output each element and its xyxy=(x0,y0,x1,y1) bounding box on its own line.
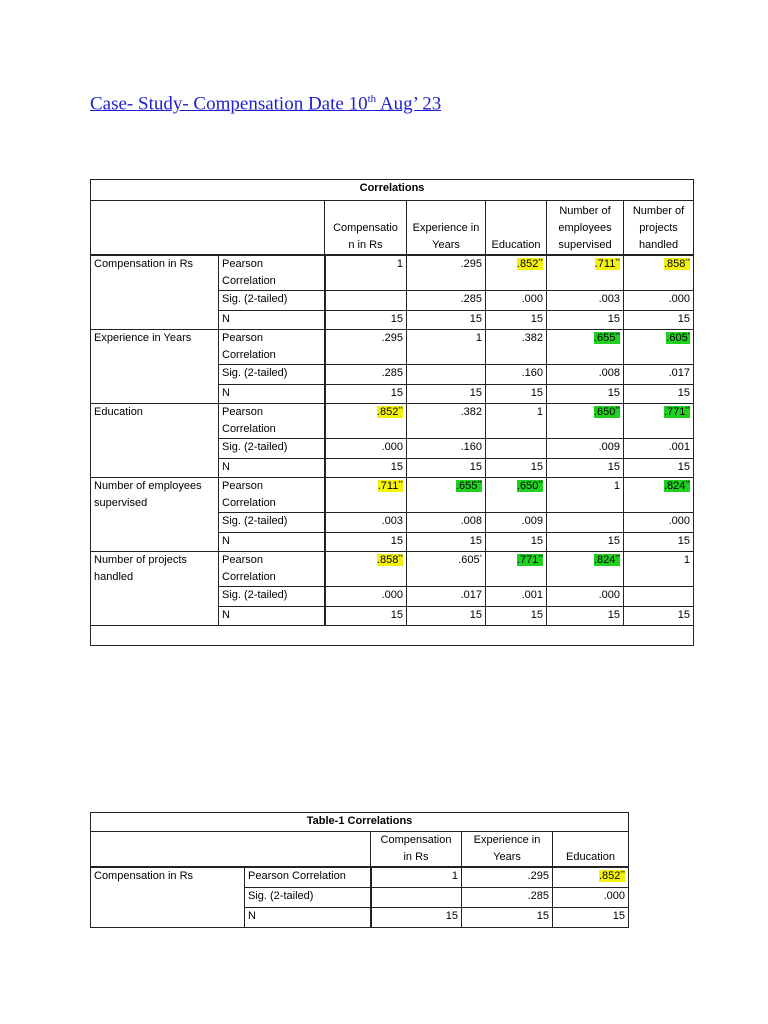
significance-marker: ** xyxy=(398,481,403,487)
cell-value xyxy=(614,480,620,492)
value-text: .650 xyxy=(593,406,616,418)
cell-value xyxy=(528,870,549,882)
text-line: Number of xyxy=(559,205,611,217)
stat-label-n: N xyxy=(219,459,325,478)
cell-value xyxy=(522,332,543,344)
variable-name: Compensation in Rs xyxy=(91,867,245,928)
text-line: Pearson xyxy=(222,332,263,344)
stat-label-sig: Sig. (2-tailed) xyxy=(219,291,325,311)
n-cell: 15 xyxy=(325,311,407,330)
pearson-cell xyxy=(624,255,694,291)
column-header xyxy=(624,201,694,256)
stat-label: Sig. (2-tailed) xyxy=(245,888,371,908)
text-line: Pearson xyxy=(222,480,263,492)
pearson-cell xyxy=(325,478,407,513)
value-text: 1 xyxy=(536,406,543,418)
text-line: Number of xyxy=(632,205,685,217)
sig-cell: .017 xyxy=(407,587,486,607)
sig-cell: .285 xyxy=(325,365,407,385)
cell-value xyxy=(397,258,403,270)
table1-correlations xyxy=(90,812,629,928)
sig-cell: .003 xyxy=(547,291,624,311)
value-cell xyxy=(462,888,553,908)
text-line: Correlation xyxy=(222,497,276,509)
pearson-cell xyxy=(407,330,486,365)
sig-cell: .008 xyxy=(547,365,624,385)
value-text: .295 xyxy=(527,870,549,882)
table-footer xyxy=(91,626,694,646)
variable-name xyxy=(91,478,219,552)
significance-marker: ** xyxy=(477,481,482,487)
n-cell: 15 xyxy=(624,607,694,626)
cell-value xyxy=(517,554,543,566)
n-cell: 15 xyxy=(547,607,624,626)
value-cell xyxy=(553,908,629,928)
value-text: 15 xyxy=(612,910,626,922)
text-line: Compensation in Rs xyxy=(94,258,194,270)
significance-marker: ** xyxy=(615,259,620,265)
title-superscript: th xyxy=(367,93,377,105)
n-cell: 15 xyxy=(325,459,407,478)
text-line: employees xyxy=(558,222,612,234)
table-caption: Table-1 Correlations xyxy=(91,813,629,832)
cell-value xyxy=(461,258,482,270)
value-cell xyxy=(553,888,629,908)
significance-marker: * xyxy=(687,333,691,339)
column-header xyxy=(486,201,547,256)
text-line: Experience in xyxy=(412,222,480,234)
pearson-cell xyxy=(624,404,694,439)
n-cell: 15 xyxy=(407,533,486,552)
significance-marker: ** xyxy=(398,555,403,561)
pearson-cell xyxy=(325,330,407,365)
sig-cell: .001 xyxy=(624,439,694,459)
n-cell: 15 xyxy=(624,533,694,552)
cell-value xyxy=(461,406,482,418)
significance-marker: ** xyxy=(538,555,543,561)
stat-label-pearson xyxy=(219,330,325,365)
cell-value xyxy=(537,910,549,922)
significance-marker: ** xyxy=(538,481,543,487)
n-cell: 15 xyxy=(547,459,624,478)
pearson-cell xyxy=(407,478,486,513)
text-line: Compensation xyxy=(380,834,452,846)
sig-cell: .285 xyxy=(407,291,486,311)
text-line: Education xyxy=(491,239,541,251)
sig-cell xyxy=(624,587,694,607)
stat-label-n: N xyxy=(219,311,325,330)
text-line: Experience in Years xyxy=(94,332,192,344)
table-caption: Correlations xyxy=(91,180,694,201)
stat-label-sig: Sig. (2-tailed) xyxy=(219,587,325,607)
cell-value xyxy=(684,554,690,566)
value-text: .605 xyxy=(666,332,688,344)
value-text: 15 xyxy=(445,910,458,922)
n-cell: 15 xyxy=(325,385,407,404)
n-cell: 15 xyxy=(407,459,486,478)
sig-cell: .009 xyxy=(486,513,547,533)
value-text: 1 xyxy=(451,870,458,882)
column-header xyxy=(325,201,407,256)
stat-label-pearson xyxy=(219,404,325,439)
sig-cell: .000 xyxy=(325,439,407,459)
pearson-cell xyxy=(547,404,624,439)
value-cell xyxy=(553,867,629,888)
sig-cell: .000 xyxy=(624,513,694,533)
cell-value xyxy=(613,910,625,922)
pearson-cell xyxy=(325,404,407,439)
value-text: .858 xyxy=(663,258,686,270)
text-line: n in Rs xyxy=(348,239,383,251)
value-text: 1 xyxy=(683,554,691,566)
sig-cell: .001 xyxy=(486,587,547,607)
pearson-cell xyxy=(624,330,694,365)
text-line: Years xyxy=(432,239,460,251)
pearson-cell xyxy=(547,330,624,365)
text-line: Correlation xyxy=(222,423,276,435)
significance-marker: ** xyxy=(398,407,403,413)
column-header xyxy=(407,201,486,256)
text-line: Pearson xyxy=(222,406,263,418)
text-line: projects xyxy=(639,222,678,234)
header-corner xyxy=(91,201,325,256)
n-cell: 15 xyxy=(407,607,486,626)
n-cell: 15 xyxy=(407,311,486,330)
variable-name xyxy=(91,404,219,478)
stat-label-pearson xyxy=(219,478,325,513)
sig-cell: .003 xyxy=(325,513,407,533)
stat-label-pearson xyxy=(219,255,325,291)
sig-cell: .000 xyxy=(624,291,694,311)
stat-label-pearson xyxy=(219,552,325,587)
cell-value xyxy=(664,480,690,492)
significance-marker: ** xyxy=(615,407,620,413)
value-text: .382 xyxy=(521,332,543,344)
cell-value xyxy=(378,480,403,492)
text-line: handled xyxy=(94,571,134,583)
cell-value xyxy=(517,258,543,270)
value-text: .824 xyxy=(593,554,616,566)
text-line: Years xyxy=(493,851,521,863)
text-line: Compensatio xyxy=(333,222,398,234)
n-cell: 15 xyxy=(624,311,694,330)
sig-cell: .000 xyxy=(486,291,547,311)
value-cell xyxy=(371,888,462,908)
pearson-cell xyxy=(407,255,486,291)
value-text: .771 xyxy=(516,554,539,566)
value-text: .711 xyxy=(377,480,399,492)
pearson-cell xyxy=(547,478,624,513)
pearson-cell xyxy=(486,478,547,513)
value-text: 1 xyxy=(396,258,403,270)
pearson-cell xyxy=(325,255,407,291)
value-text: .711 xyxy=(594,258,616,270)
text-line: Number of projects xyxy=(94,554,187,566)
cell-value xyxy=(528,890,549,902)
sig-cell: .160 xyxy=(407,439,486,459)
n-cell: 15 xyxy=(624,385,694,404)
value-cell xyxy=(371,867,462,888)
text-line: supervised xyxy=(558,239,612,251)
significance-marker: ** xyxy=(685,259,691,265)
n-cell: 15 xyxy=(407,385,486,404)
value-text: .382 xyxy=(460,406,482,418)
cell-value xyxy=(476,332,482,344)
value-text: .000 xyxy=(603,890,626,902)
value-text: .295 xyxy=(460,258,482,270)
cell-value xyxy=(594,554,620,566)
text-line: Correlation xyxy=(222,275,276,287)
n-cell: 15 xyxy=(486,459,547,478)
value-text: 15 xyxy=(536,910,549,922)
value-text: .852 xyxy=(516,258,539,270)
n-cell: 15 xyxy=(486,311,547,330)
cell-value xyxy=(664,258,690,270)
cell-value xyxy=(664,406,690,418)
value-text: .824 xyxy=(663,480,686,492)
pearson-cell xyxy=(407,552,486,587)
n-cell: 15 xyxy=(547,533,624,552)
pearson-cell xyxy=(407,404,486,439)
text-line: supervised xyxy=(94,497,148,509)
text-line: Education xyxy=(566,851,615,863)
value-text: .852 xyxy=(376,406,399,418)
pearson-cell xyxy=(486,404,547,439)
pearson-cell xyxy=(486,255,547,291)
n-cell: 15 xyxy=(547,311,624,330)
pearson-cell xyxy=(624,478,694,513)
stat-label-sig: Sig. (2-tailed) xyxy=(219,439,325,459)
text-line: Pearson xyxy=(222,554,263,566)
n-cell: 15 xyxy=(325,533,407,552)
n-cell: 15 xyxy=(547,385,624,404)
text-line: Pearson xyxy=(222,258,263,270)
correlations-table xyxy=(90,179,694,646)
stat-label-sig: Sig. (2-tailed) xyxy=(219,513,325,533)
document-title xyxy=(90,93,441,115)
cell-value xyxy=(594,332,620,344)
sig-cell: .160 xyxy=(486,365,547,385)
pearson-cell xyxy=(486,552,547,587)
significance-marker: ** xyxy=(615,555,620,561)
text-line: handled xyxy=(638,239,679,251)
variable-name xyxy=(91,255,219,330)
stat-label-sig: Sig. (2-tailed) xyxy=(219,365,325,385)
pearson-cell xyxy=(486,330,547,365)
n-cell: 15 xyxy=(486,385,547,404)
value-text: .771 xyxy=(663,406,686,418)
sig-cell: .000 xyxy=(325,587,407,607)
sig-cell xyxy=(407,365,486,385)
value-cell xyxy=(462,867,553,888)
value-text: 1 xyxy=(613,480,620,492)
significance-marker: ** xyxy=(685,407,691,413)
pearson-cell xyxy=(547,552,624,587)
pearson-cell xyxy=(547,255,624,291)
variable-name xyxy=(91,330,219,404)
value-text: .655 xyxy=(593,332,616,344)
column-header xyxy=(547,201,624,256)
n-cell: 15 xyxy=(624,459,694,478)
cell-value xyxy=(446,910,458,922)
significance-marker: ** xyxy=(615,333,620,339)
text-line: Education xyxy=(94,406,143,418)
value-text: .650 xyxy=(516,480,539,492)
text-line: Experience in xyxy=(473,834,541,846)
value-text: .295 xyxy=(381,332,403,344)
sig-cell: .000 xyxy=(547,587,624,607)
cell-value xyxy=(452,870,458,882)
value-text: .605 xyxy=(458,554,480,566)
value-text: .285 xyxy=(527,890,549,902)
stat-label-n: N xyxy=(219,607,325,626)
cell-value xyxy=(456,480,482,492)
cell-value xyxy=(517,480,543,492)
variable-name xyxy=(91,552,219,626)
stat-label-n: N xyxy=(219,533,325,552)
value-text: .655 xyxy=(455,480,478,492)
value-cell xyxy=(462,908,553,928)
significance-marker: ** xyxy=(620,871,626,877)
significance-marker: ** xyxy=(685,481,691,487)
pearson-cell xyxy=(624,552,694,587)
column-header xyxy=(371,832,462,868)
value-text: .858 xyxy=(376,554,399,566)
cell-value xyxy=(377,406,403,418)
cell-value xyxy=(458,554,482,566)
value-text: .852 xyxy=(598,870,621,882)
cell-value xyxy=(382,332,403,344)
cell-value xyxy=(666,332,690,344)
cell-value xyxy=(599,870,625,882)
cell-value xyxy=(377,554,403,566)
value-cell xyxy=(371,908,462,928)
text-line: in Rs xyxy=(403,851,429,863)
column-header xyxy=(553,832,629,868)
cell-value xyxy=(595,258,620,270)
text-line: Correlation xyxy=(222,349,276,361)
sig-cell xyxy=(547,513,624,533)
sig-cell: .008 xyxy=(407,513,486,533)
cell-value xyxy=(604,890,625,902)
sig-cell: .017 xyxy=(624,365,694,385)
n-cell: 15 xyxy=(486,533,547,552)
value-text: 1 xyxy=(475,332,482,344)
text-line: Number of employees xyxy=(94,480,202,492)
text-line: Correlation xyxy=(222,571,276,583)
stat-label: Pearson Correlation xyxy=(245,867,371,888)
stat-label-n: N xyxy=(219,385,325,404)
cell-value xyxy=(594,406,620,418)
sig-cell xyxy=(325,291,407,311)
sig-cell: .009 xyxy=(547,439,624,459)
column-header xyxy=(462,832,553,868)
title-suffix: Aug’ 23 xyxy=(376,93,442,115)
header-corner xyxy=(91,832,371,868)
significance-marker: ** xyxy=(538,259,543,265)
significance-marker: * xyxy=(479,555,482,561)
n-cell: 15 xyxy=(486,607,547,626)
cell-value xyxy=(537,406,543,418)
stat-label: N xyxy=(245,908,371,928)
title-prefix: Case- Study- Compensation Date 10 xyxy=(90,93,368,115)
n-cell: 15 xyxy=(325,607,407,626)
pearson-cell xyxy=(325,552,407,587)
sig-cell xyxy=(486,439,547,459)
